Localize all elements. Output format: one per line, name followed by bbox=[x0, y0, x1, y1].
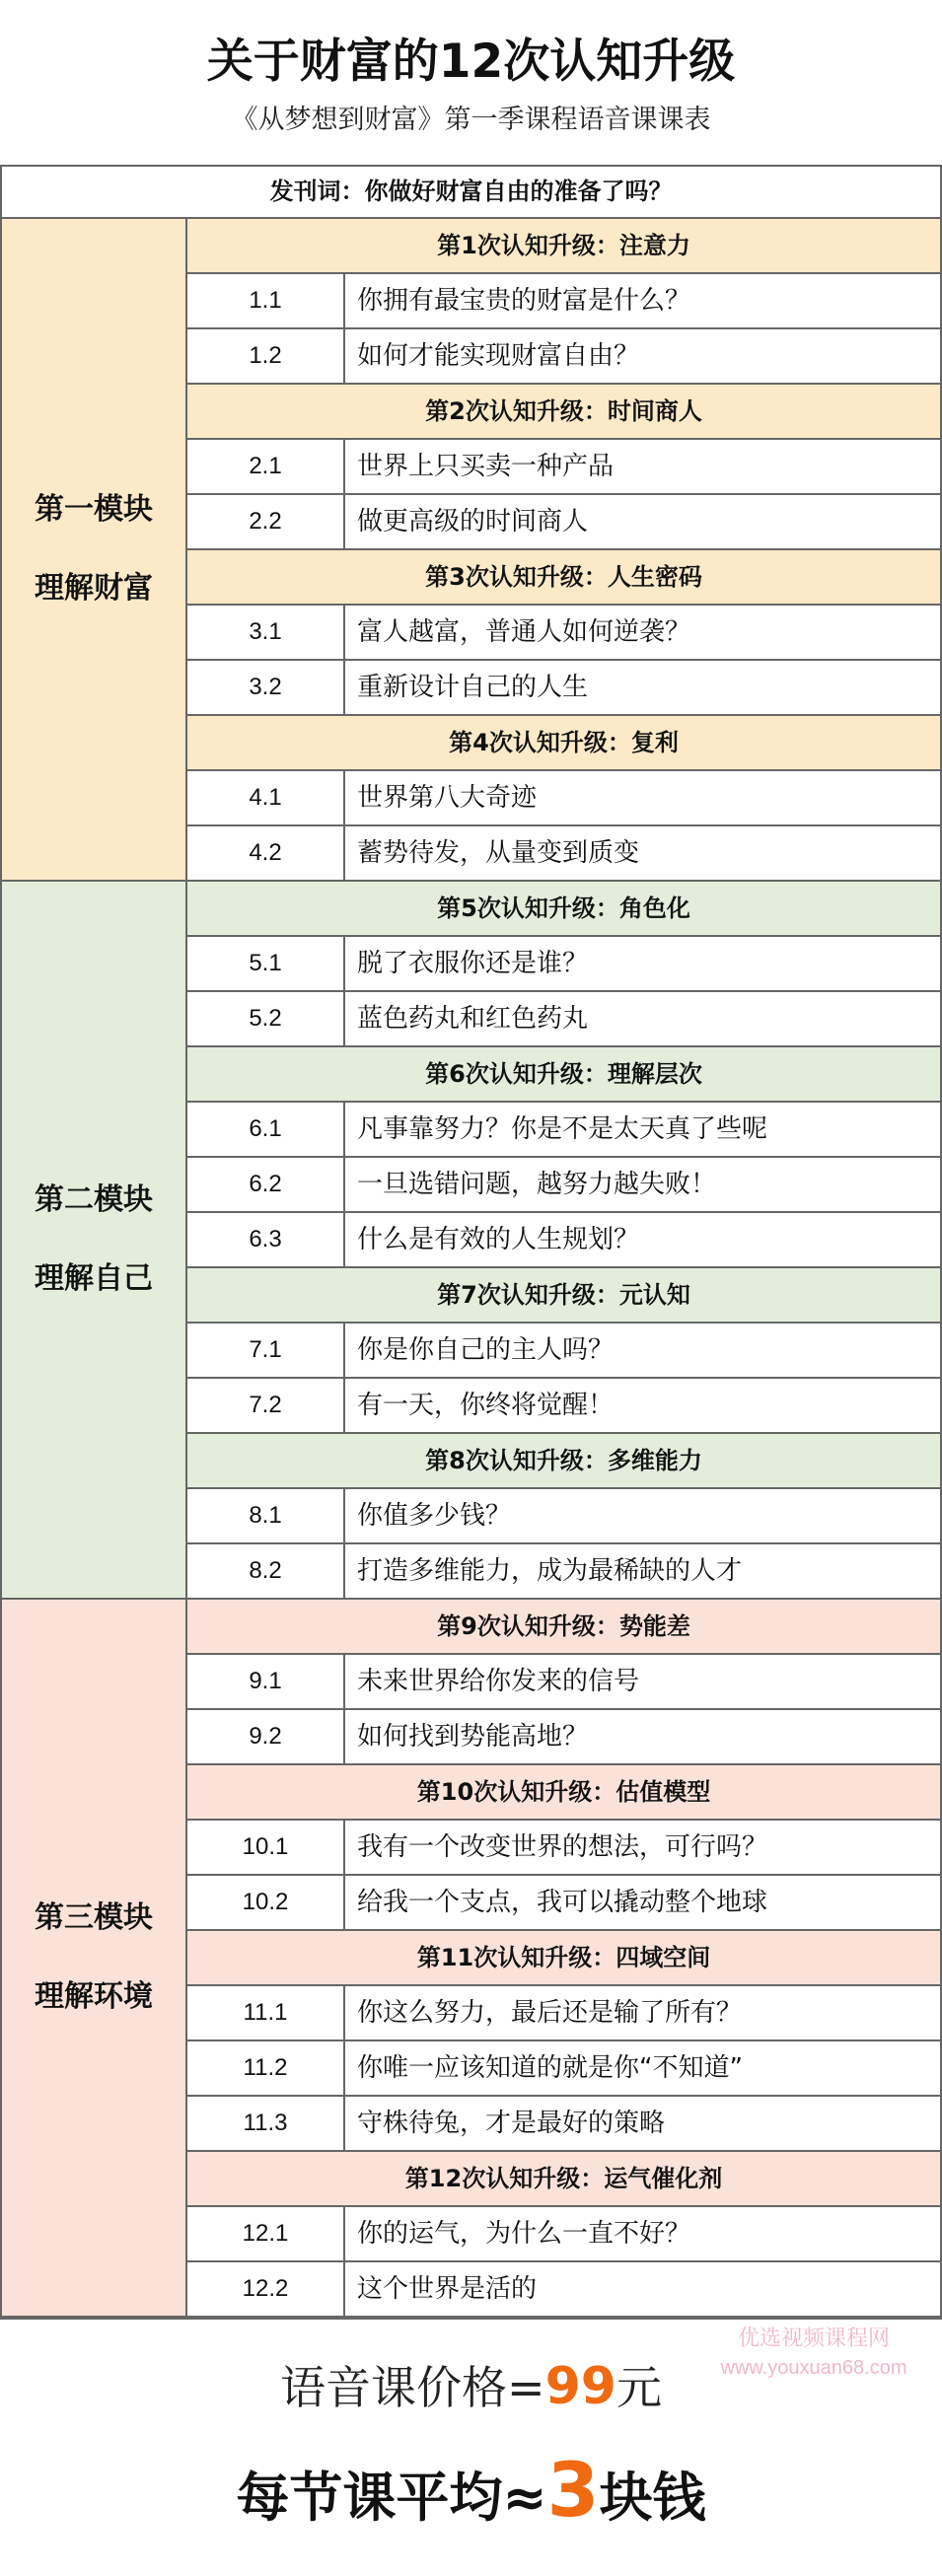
lesson-row bbox=[187, 1324, 940, 1379]
lesson-row bbox=[187, 1103, 940, 1158]
lesson-row bbox=[187, 661, 940, 716]
lesson-number: 12.1 bbox=[187, 2207, 345, 2260]
lesson-title: 你拥有最宝贵的财富是什么？ bbox=[357, 286, 691, 316]
preface-row: 发刊词：你做好财富自由的准备了吗？ bbox=[2, 167, 940, 219]
price-label: 语音课价格= bbox=[280, 2361, 545, 2414]
level-heading: 第6次认知升级：理解层次 bbox=[187, 1047, 940, 1103]
lesson-title: 如何才能实现财富自由？ bbox=[357, 341, 640, 371]
level-heading: 第12次认知升级：运气催化剂 bbox=[187, 2152, 940, 2207]
lesson-number: 8.1 bbox=[187, 1489, 345, 1542]
lesson-number: 2.2 bbox=[187, 495, 345, 548]
lesson-row bbox=[187, 937, 940, 992]
lesson-title: 守株待兔，才是最好的策略 bbox=[357, 2109, 666, 2138]
lesson-number: 1.1 bbox=[187, 274, 345, 327]
price-unit: 元 bbox=[616, 2361, 662, 2414]
price-value: 99 bbox=[544, 2357, 616, 2416]
module-label-cell bbox=[2, 882, 187, 1600]
lesson-number: 1.2 bbox=[187, 329, 345, 383]
lesson-row bbox=[187, 2041, 940, 2097]
lesson-number: 12.2 bbox=[187, 2262, 345, 2316]
lesson-number: 8.2 bbox=[187, 1544, 345, 1598]
lesson-row bbox=[187, 1489, 940, 1544]
lesson-row bbox=[187, 440, 940, 495]
lesson-row bbox=[187, 274, 940, 329]
level-heading: 第11次认知升级：四域空间 bbox=[187, 1931, 940, 1986]
average-unit: 块钱 bbox=[599, 2467, 706, 2529]
lesson-row bbox=[187, 826, 940, 882]
level-heading: 第10次认知升级：估值模型 bbox=[187, 1765, 940, 1821]
lesson-number: 10.2 bbox=[187, 1876, 345, 1929]
level-heading: 第7次认知升级：元认知 bbox=[187, 1268, 940, 1324]
price-line bbox=[0, 2352, 942, 2421]
module-label-cell bbox=[2, 219, 187, 882]
lesson-title: 你这么努力，最后还是输了所有？ bbox=[357, 1998, 743, 2028]
lesson-row bbox=[187, 1876, 940, 1931]
lesson-number: 11.2 bbox=[187, 2041, 345, 2095]
lesson-number: 11.1 bbox=[187, 1986, 345, 2039]
page-subtitle: 《从梦想到财富》第一季课程语音课课表 bbox=[231, 105, 711, 135]
lesson-row bbox=[187, 1655, 940, 1710]
lesson-title: 什么是有效的人生规划？ bbox=[357, 1225, 640, 1254]
lesson-title: 富人越富，普通人如何逆袭？ bbox=[357, 617, 691, 647]
course-schedule-table bbox=[0, 165, 942, 2320]
lesson-title: 世界第八大奇迹 bbox=[357, 783, 538, 813]
lesson-row bbox=[187, 1379, 940, 1434]
lesson-number: 11.3 bbox=[187, 2097, 345, 2150]
lesson-title: 我有一个改变世界的想法，可行吗？ bbox=[357, 1832, 768, 1862]
lesson-title: 重新设计自己的人生 bbox=[357, 673, 589, 702]
lesson-title: 你的运气，为什么一直不好？ bbox=[357, 2219, 691, 2249]
lesson-title: 未来世界给你发来的信号 bbox=[357, 1667, 640, 1696]
lesson-number: 2.1 bbox=[187, 440, 345, 493]
lesson-row bbox=[187, 1213, 940, 1268]
lesson-row bbox=[187, 2262, 940, 2318]
lesson-number: 5.2 bbox=[187, 992, 345, 1045]
lesson-row bbox=[187, 1158, 940, 1213]
lesson-row bbox=[187, 992, 940, 1047]
watermark-url: www.youxuan68.com bbox=[720, 2357, 907, 2379]
module-name: 第三模块 bbox=[35, 1900, 153, 1935]
average-value: 3 bbox=[546, 2446, 600, 2534]
page-title: 关于财富的12次认知升级 bbox=[206, 35, 736, 89]
module-name: 第二模块 bbox=[35, 1182, 153, 1217]
lesson-number: 6.1 bbox=[187, 1103, 345, 1156]
lesson-number: 7.1 bbox=[187, 1324, 345, 1377]
average-label: 每节课平均≈ bbox=[236, 2467, 547, 2529]
lesson-title: 一旦选错问题，越努力越失败！ bbox=[357, 1170, 717, 1199]
module-subtitle: 理解环境 bbox=[35, 1979, 153, 2014]
lesson-number: 3.1 bbox=[187, 606, 345, 659]
lesson-number: 7.2 bbox=[187, 1379, 345, 1432]
level-heading: 第9次认知升级：势能差 bbox=[187, 1600, 940, 1655]
lesson-title: 这个世界是活的 bbox=[357, 2274, 538, 2304]
lesson-number: 9.1 bbox=[187, 1655, 345, 1708]
level-heading: 第4次认知升级：复利 bbox=[187, 716, 940, 771]
lesson-row bbox=[187, 1544, 940, 1600]
module-subtitle: 理解财富 bbox=[35, 571, 153, 606]
lesson-title: 你值多少钱？ bbox=[357, 1501, 512, 1531]
level-heading: 第5次认知升级：角色化 bbox=[187, 882, 940, 937]
average-line bbox=[0, 2446, 942, 2535]
lesson-number: 6.2 bbox=[187, 1158, 345, 1211]
lesson-number: 5.1 bbox=[187, 937, 345, 990]
lesson-number: 9.2 bbox=[187, 1710, 345, 1763]
lesson-number: 6.3 bbox=[187, 1213, 345, 1266]
lesson-number: 4.2 bbox=[187, 826, 345, 880]
lesson-title: 脱了衣服你还是谁？ bbox=[357, 949, 589, 978]
lesson-row bbox=[187, 329, 940, 385]
lesson-title: 你是你自己的主人吗？ bbox=[357, 1335, 615, 1365]
lesson-row bbox=[187, 606, 940, 661]
lesson-row bbox=[187, 2207, 940, 2262]
module-label-cell bbox=[2, 1600, 187, 2318]
lesson-title: 凡事靠努力？你是不是太天真了些呢 bbox=[357, 1114, 768, 1144]
lesson-row bbox=[187, 771, 940, 826]
level-heading: 第8次认知升级：多维能力 bbox=[187, 1434, 940, 1489]
watermark-site-name: 优选视频课程网 bbox=[737, 2326, 890, 2351]
level-heading: 第2次认知升级：时间商人 bbox=[187, 385, 940, 440]
lesson-title: 打造多维能力，成为最稀缺的人才 bbox=[357, 1556, 743, 1586]
module-subtitle: 理解自己 bbox=[35, 1261, 153, 1296]
lesson-row bbox=[187, 2097, 940, 2152]
lesson-number: 10.1 bbox=[187, 1821, 345, 1874]
lesson-row bbox=[187, 1821, 940, 1876]
lesson-title: 如何找到势能高地？ bbox=[357, 1722, 589, 1752]
lesson-title: 做更高级的时间商人 bbox=[357, 507, 589, 537]
lesson-title: 蓄势待发，从量变到质变 bbox=[357, 838, 640, 868]
lesson-row bbox=[187, 1986, 940, 2041]
lesson-row bbox=[187, 495, 940, 550]
level-heading: 第3次认知升级：人生密码 bbox=[187, 550, 940, 606]
lesson-number: 4.1 bbox=[187, 771, 345, 824]
lesson-title: 有一天，你终将觉醒！ bbox=[357, 1391, 615, 1420]
module-name: 第一模块 bbox=[35, 492, 153, 527]
lesson-title: 蓝色药丸和红色药丸 bbox=[357, 1004, 589, 1034]
lesson-title: 世界上只买卖一种产品 bbox=[357, 452, 615, 481]
lesson-title: 你唯一应该知道的就是你“不知道” bbox=[357, 2053, 743, 2083]
lesson-title: 给我一个支点，我可以撬动整个地球 bbox=[357, 1888, 768, 1917]
lesson-row bbox=[187, 1710, 940, 1765]
level-heading: 第1次认知升级：注意力 bbox=[187, 219, 940, 274]
lesson-number: 3.2 bbox=[187, 661, 345, 714]
